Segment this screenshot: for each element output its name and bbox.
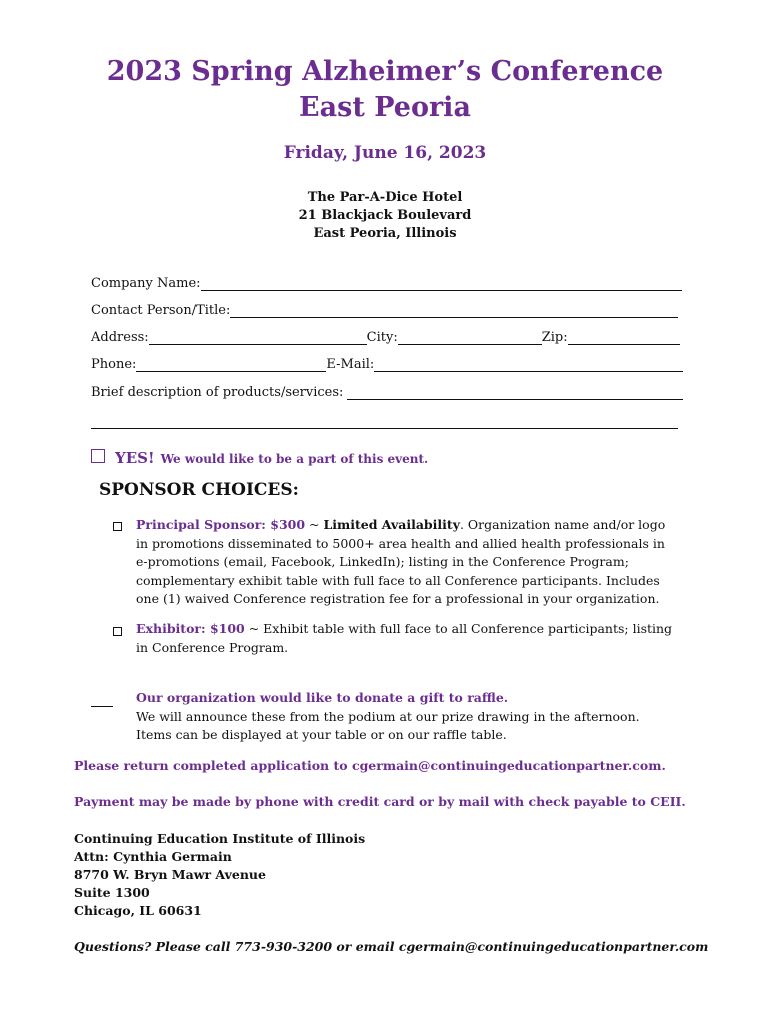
exhibitor-checkbox[interactable]: [113, 627, 122, 636]
phone-field[interactable]: [136, 357, 326, 372]
address-line-1: Continuing Education Institute of Illinois: [74, 831, 366, 846]
principal-checkbox[interactable]: [113, 522, 122, 531]
title-line-1: 2023 Spring Alzheimer’s Conference: [106, 56, 664, 87]
principal-availability: Limited Availability: [323, 517, 460, 532]
address-row: [91, 330, 680, 345]
contact-field[interactable]: [230, 303, 678, 318]
contact-label: Contact Person/Title:: [91, 303, 231, 318]
description-field[interactable]: [347, 385, 683, 400]
venue-street: 21 Blackjack Boulevard: [298, 208, 472, 223]
city-label: City:: [366, 330, 398, 345]
yes-row: [91, 449, 428, 467]
address-line-5: Chicago, IL 60631: [74, 903, 202, 918]
address-field[interactable]: [149, 330, 367, 345]
yes-checkbox[interactable]: [91, 449, 105, 463]
email-label: E-Mail:: [326, 357, 375, 372]
questions-note: Questions? Please call 773-930-3200 or email cgermain@continuingeducationpartner.com: [74, 939, 709, 954]
zip-field[interactable]: [568, 330, 680, 345]
yes-label: YES!: [115, 449, 155, 467]
description-label: Brief description of products/services:: [91, 385, 344, 400]
company-field[interactable]: [201, 276, 682, 291]
principal-label: Principal Sponsor: $300: [136, 517, 306, 532]
city-field[interactable]: [398, 330, 542, 345]
yes-description: We would like to be a part of this event.: [160, 452, 429, 466]
exhibitor-description: ~ Exhibit table with full face to all Conference participants; listing in Conference Program.: [136, 621, 673, 655]
venue-city: East Peoria, Illinois: [313, 226, 457, 241]
address-line-3: 8770 W. Bryn Mawr Avenue: [74, 867, 266, 882]
zip-label: Zip:: [541, 330, 568, 345]
event-date: Friday, June 16, 2023: [283, 143, 487, 163]
company-label: Company Name:: [91, 276, 201, 291]
sponsor-heading: SPONSOR CHOICES:: [99, 480, 299, 500]
raffle-line-2: We will announce these from the podium at our prize drawing in the afternoon.: [136, 708, 640, 724]
address-line-4: Suite 1300: [74, 885, 150, 900]
company-row: [91, 276, 682, 291]
description-row: [91, 385, 683, 400]
address-label: Address:: [91, 330, 149, 345]
exhibitor-label: Exhibitor: $100: [136, 621, 245, 636]
venue-name: The Par-A-Dice Hotel: [307, 190, 463, 205]
description-row-2: [91, 414, 678, 429]
raffle-blank[interactable]: [91, 706, 113, 707]
email-field[interactable]: [374, 357, 683, 372]
phone-label: Phone:: [91, 357, 137, 372]
raffle-line-3: Items can be displayed at your table or on our raffle table.: [136, 727, 507, 742]
raffle-option: [136, 689, 696, 745]
address-line-2: Attn: Cynthia Germain: [74, 849, 232, 864]
phone-row: [91, 357, 683, 372]
raffle-label: Our organization would like to donate a gift to raffle.: [136, 690, 509, 705]
title-line-2: East Peoria: [299, 92, 471, 123]
return-note: Please return completed application to cgermain@continuingeducationpartner.com.: [74, 758, 666, 773]
mailing-address: [74, 830, 365, 920]
payment-note: Payment may be made by phone with credit card or by mail with check payable to CEII.: [74, 794, 686, 809]
exhibitor-option: [136, 620, 676, 657]
contact-row: [91, 303, 678, 318]
principal-description: . Organization name and/or logo in promotions disseminated to 5000+ area health and allied health professionals in e-promotions (email, Facebook, LinkedIn); listing in the Conference Program; complementary exhibit table with full face to all Conference participants. Includes one (1) waived Conference registration fee for a professional in your organization.: [136, 517, 666, 606]
description-field-2[interactable]: [91, 414, 678, 429]
principal-sep: ~: [305, 517, 324, 532]
principal-option: [136, 516, 676, 609]
